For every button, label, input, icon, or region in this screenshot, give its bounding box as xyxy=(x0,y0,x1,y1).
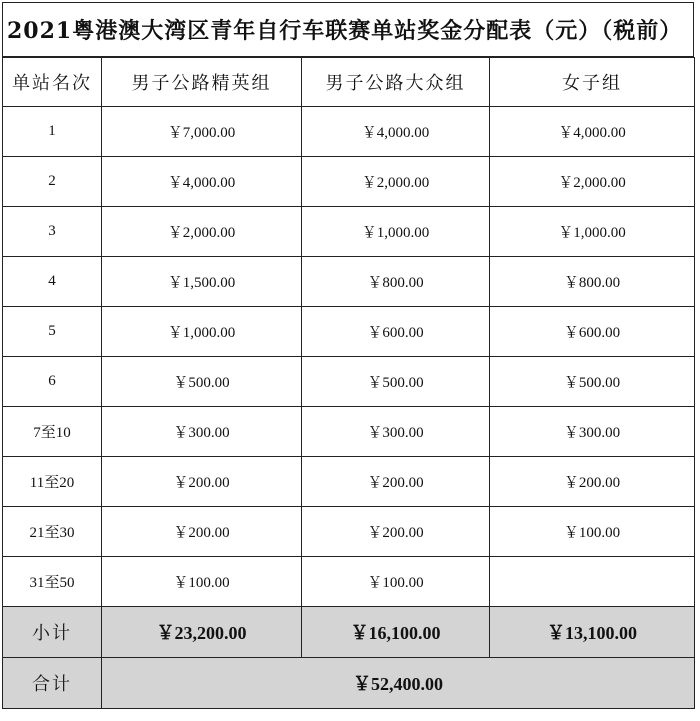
public-prize-cell: ￥600.00 xyxy=(302,307,490,357)
women-prize-cell: ￥1,000.00 xyxy=(490,207,695,257)
elite-prize-cell: ￥200.00 xyxy=(102,457,302,507)
table-row xyxy=(3,507,695,557)
elite-prize-cell: ￥300.00 xyxy=(102,407,302,457)
public-prize-cell: ￥1,000.00 xyxy=(302,207,490,257)
total-value: ￥52,400.00 xyxy=(102,658,695,709)
women-prize-cell: ￥800.00 xyxy=(490,257,695,307)
public-prize-cell: ￥300.00 xyxy=(302,407,490,457)
subtotal-row xyxy=(3,607,695,658)
table-row xyxy=(3,207,695,257)
subtotal-women: ￥13,100.00 xyxy=(490,607,695,658)
prize-table xyxy=(2,57,695,709)
rank-cell: 4 xyxy=(3,257,102,307)
table-title: 2021粤港澳大湾区青年自行车联赛单站奖金分配表（元）（税前） xyxy=(2,2,694,57)
table-row xyxy=(3,307,695,357)
rank-cell: 7至10 xyxy=(3,407,102,457)
rank-cell: 3 xyxy=(3,207,102,257)
women-prize-cell: ￥4,000.00 xyxy=(490,107,695,157)
subtotal-label: 小计 xyxy=(3,607,102,658)
public-prize-cell: ￥100.00 xyxy=(302,557,490,607)
public-prize-cell: ￥800.00 xyxy=(302,257,490,307)
elite-prize-cell: ￥1,000.00 xyxy=(102,307,302,357)
women-prize-cell: ￥500.00 xyxy=(490,357,695,407)
table-row xyxy=(3,407,695,457)
women-prize-cell: ￥300.00 xyxy=(490,407,695,457)
rank-cell: 31至50 xyxy=(3,557,102,607)
rank-cell: 6 xyxy=(3,357,102,407)
rank-cell: 21至30 xyxy=(3,507,102,557)
women-prize-cell: ￥200.00 xyxy=(490,457,695,507)
women-prize-cell xyxy=(490,557,695,607)
elite-prize-cell: ￥2,000.00 xyxy=(102,207,302,257)
header-elite: 男子公路精英组 xyxy=(102,58,302,107)
elite-prize-cell: ￥100.00 xyxy=(102,557,302,607)
header-women: 女子组 xyxy=(490,58,695,107)
women-prize-cell: ￥2,000.00 xyxy=(490,157,695,207)
rank-cell: 2 xyxy=(3,157,102,207)
table-row xyxy=(3,457,695,507)
table-row xyxy=(3,557,695,607)
rank-cell: 5 xyxy=(3,307,102,357)
women-prize-cell: ￥600.00 xyxy=(490,307,695,357)
header-row xyxy=(3,58,695,107)
table-row xyxy=(3,357,695,407)
rank-cell: 11至20 xyxy=(3,457,102,507)
public-prize-cell: ￥200.00 xyxy=(302,457,490,507)
elite-prize-cell: ￥200.00 xyxy=(102,507,302,557)
prize-table-sheet xyxy=(2,2,694,709)
total-row xyxy=(3,658,695,709)
header-public: 男子公路大众组 xyxy=(302,58,490,107)
table-row xyxy=(3,107,695,157)
header-rank: 单站名次 xyxy=(3,58,102,107)
women-prize-cell: ￥100.00 xyxy=(490,507,695,557)
elite-prize-cell: ￥7,000.00 xyxy=(102,107,302,157)
elite-prize-cell: ￥1,500.00 xyxy=(102,257,302,307)
subtotal-public: ￥16,100.00 xyxy=(302,607,490,658)
elite-prize-cell: ￥500.00 xyxy=(102,357,302,407)
rank-cell: 1 xyxy=(3,107,102,157)
elite-prize-cell: ￥4,000.00 xyxy=(102,157,302,207)
total-label: 合计 xyxy=(3,658,102,709)
table-row xyxy=(3,257,695,307)
table-row xyxy=(3,157,695,207)
subtotal-elite: ￥23,200.00 xyxy=(102,607,302,658)
public-prize-cell: ￥500.00 xyxy=(302,357,490,407)
public-prize-cell: ￥4,000.00 xyxy=(302,107,490,157)
public-prize-cell: ￥2,000.00 xyxy=(302,157,490,207)
public-prize-cell: ￥200.00 xyxy=(302,507,490,557)
